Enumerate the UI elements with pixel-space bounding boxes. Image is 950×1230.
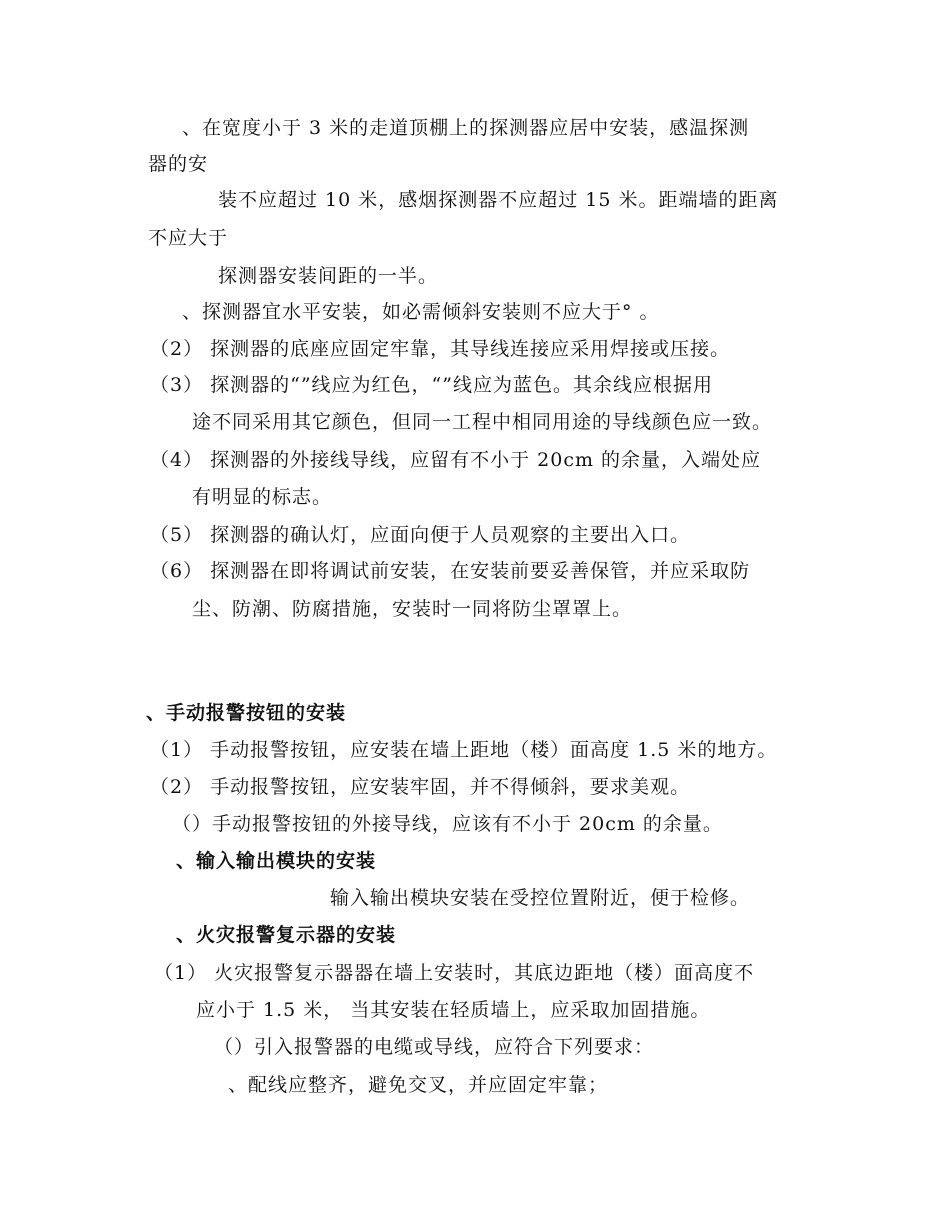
list-item: （）引入报警器的电缆或导线，应符合下列要求： bbox=[214, 1036, 655, 1058]
paragraph-line: 装不应超过 10 米，感烟探测器不应超过 15 米。距端墙的距离 bbox=[218, 189, 779, 211]
list-item-continuation: 有明显的标志。 bbox=[192, 486, 333, 508]
section-heading: 、手动报警按钮的安装 bbox=[146, 702, 347, 724]
list-item: （2） 探测器的底座应固定牢靠，其导线连接应采用焊接或压接。 bbox=[150, 338, 731, 360]
list-item-continuation: 途不同采用其它颜色，但同一工程中相同用途的导线颜色应一致。 bbox=[192, 411, 773, 433]
list-item-continuation: 应小于 1.5 米， 当其安装在轻质墙上，应采取加固措施。 bbox=[196, 999, 711, 1021]
paragraph-line: 输入输出模块安装在受控位置附近，便于检修。 bbox=[330, 887, 751, 909]
list-item: （3） 探测器的“”线应为红色，“”线应为蓝色。其余线应根据用 bbox=[150, 374, 713, 396]
list-item: （1） 手动报警按钮，应安装在墙上距地（楼）面高度 1.5 米的地方。 bbox=[150, 739, 778, 761]
list-item: （6） 探测器在即将调试前安装，在安装前要妥善保管，并应采取防 bbox=[150, 560, 751, 582]
list-item: （5） 探测器的确认灯，应面向便于人员观察的主要出入口。 bbox=[150, 524, 691, 546]
section-heading: 、输入输出模块的安装 bbox=[176, 850, 377, 872]
list-item: （1） 火灾报警复示器器在墙上安装时，其底边距地（楼）面高度不 bbox=[154, 962, 755, 984]
list-item: （）手动报警按钮的外接导线，应该有不小于 20cm 的余量。 bbox=[172, 813, 723, 835]
paragraph-line: 、探测器宜水平安装，如必需倾斜安装则不应大于° 。 bbox=[182, 301, 660, 323]
section-heading: 、火灾报警复示器的安装 bbox=[176, 924, 397, 946]
paragraph-line: 不应大于 bbox=[148, 227, 229, 249]
list-item: （4） 探测器的外接线导线，应留有不小于 20cm 的余量，入端处应 bbox=[150, 449, 762, 471]
list-item-continuation: 尘、防潮、防腐措施，安装时一同将防尘罩罩上。 bbox=[192, 598, 633, 620]
paragraph-line: 、在宽度小于 3 米的走道顶棚上的探测器应居中安装，感温探测 bbox=[182, 117, 750, 139]
paragraph-line: 探测器安装间距的一半。 bbox=[218, 265, 439, 287]
list-item: （2） 手动报警按钮，应安装牢固，并不得倾斜，要求美观。 bbox=[150, 776, 691, 798]
paragraph-line: 器的安 bbox=[148, 153, 209, 175]
list-item: 、配线应整齐，避免交叉，并应固定牢靠； bbox=[228, 1074, 609, 1096]
